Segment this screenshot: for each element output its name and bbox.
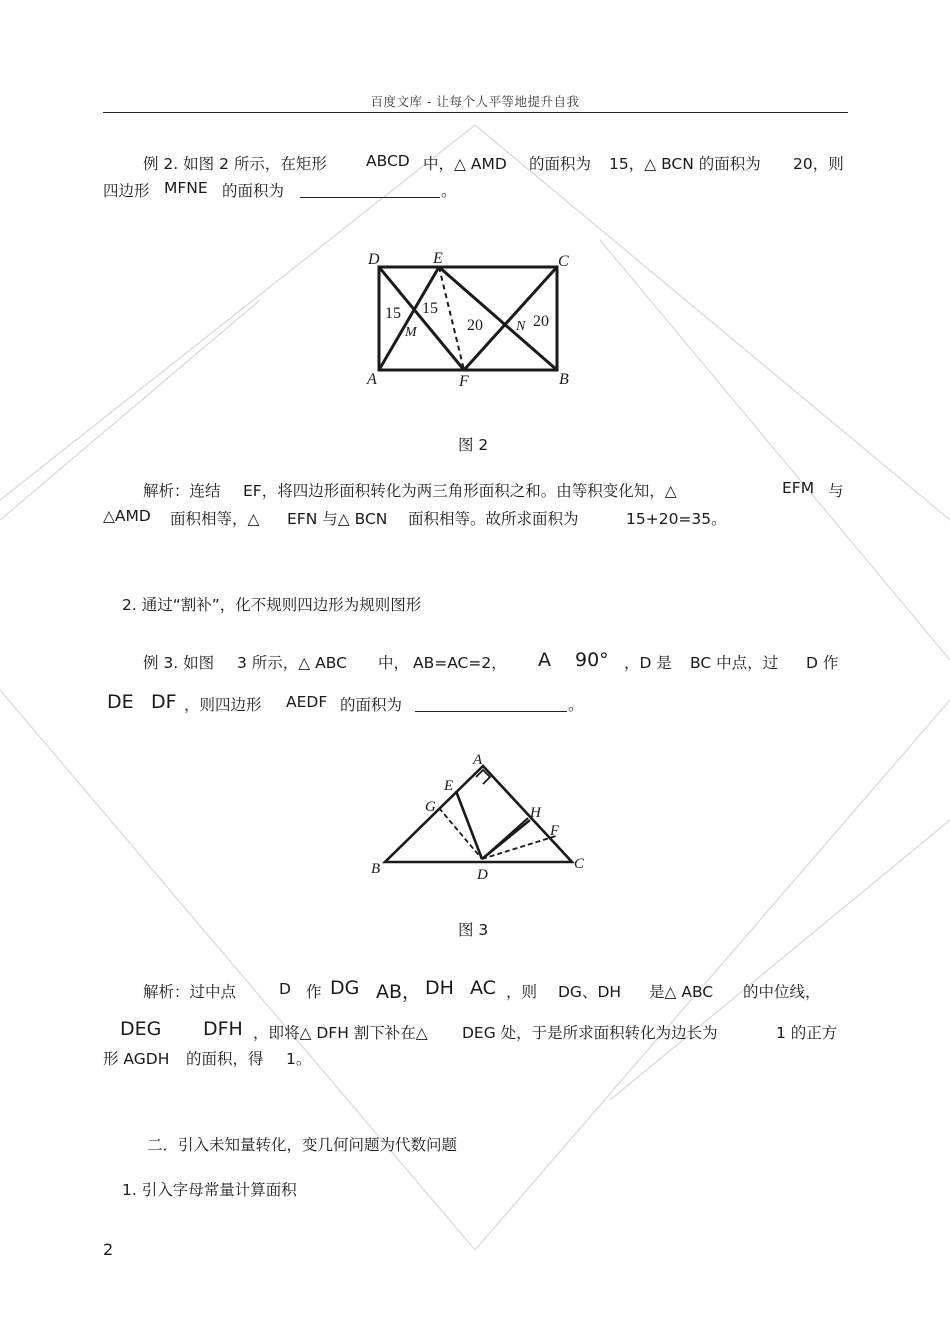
- point-label-a: A: [473, 752, 483, 768]
- part-2-title: 二．引入未知量转化，变几何问题为代数问题: [147, 1136, 458, 1154]
- page-header: 百度文库 - 让每个人平等地提升自我: [370, 94, 580, 109]
- point-label-g: G: [425, 799, 436, 815]
- point-label-c: C: [558, 253, 569, 270]
- point-label-d: D: [368, 251, 380, 268]
- area-label-efm: 15: [422, 300, 438, 317]
- figure-3: [365, 748, 595, 883]
- point-label-b: B: [371, 861, 381, 877]
- subsection-1-title: 1. 引入字母常量计算面积: [122, 1181, 297, 1199]
- point-label-h: H: [530, 805, 541, 821]
- point-label-d: D: [477, 867, 488, 883]
- area-label-bcn: 20: [533, 313, 549, 330]
- point-label-n: N: [516, 319, 526, 334]
- segment-dh: [482, 818, 528, 859]
- figure-3-caption: 图 3: [458, 921, 489, 939]
- point-label-b: B: [559, 371, 569, 388]
- page-number: 2: [103, 1240, 114, 1259]
- area-label-amd: 15: [385, 305, 401, 322]
- point-label-f: F: [459, 373, 469, 390]
- header-rule: [103, 112, 848, 113]
- area-label-efn: 20: [467, 317, 483, 334]
- point-label-e: E: [444, 778, 454, 794]
- point-label-a: A: [367, 371, 377, 388]
- section-2-title: 2. 通过“割补”，化不规则四边形为规则图形: [122, 596, 422, 614]
- point-label-e: E: [433, 250, 443, 267]
- point-label-m: M: [405, 325, 417, 340]
- point-label-f: F: [550, 823, 560, 839]
- figure-2-caption: 图 2: [458, 436, 489, 454]
- answer-blank: [415, 695, 567, 712]
- answer-blank: [300, 181, 440, 198]
- point-label-c: C: [574, 856, 585, 872]
- figure-2: [360, 245, 590, 395]
